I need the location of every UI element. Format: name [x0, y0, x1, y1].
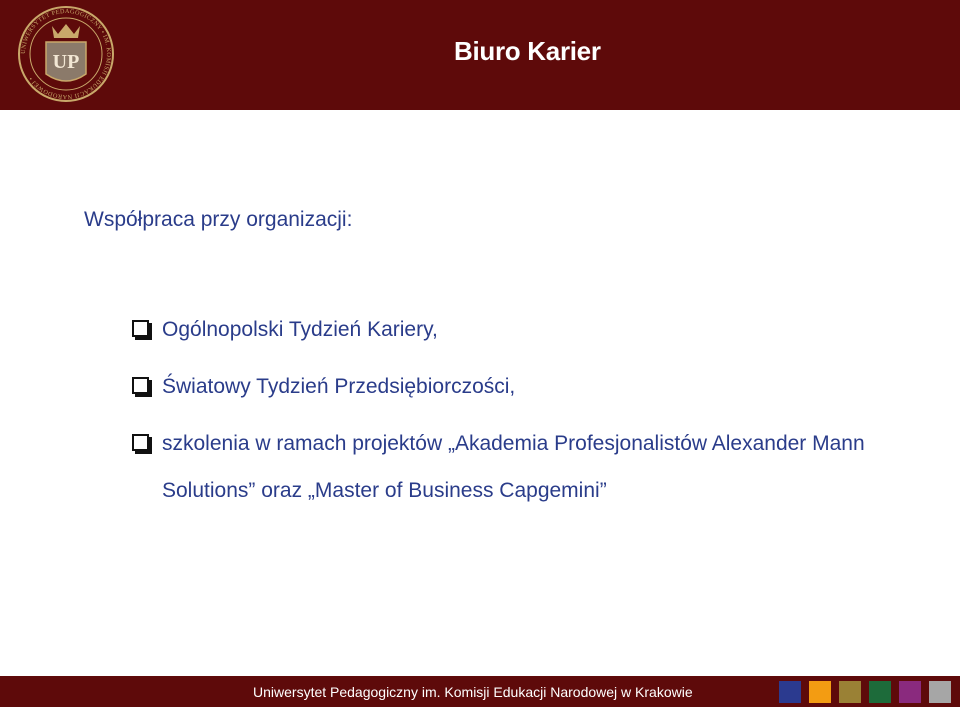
- color-swatch: [809, 681, 831, 703]
- color-swatch: [899, 681, 921, 703]
- logo-ring-text: UNIWERSYTET PEDAGOGICZNY • IM. KOMISJI EDUKACJI NARODOWEJ •: [19, 7, 113, 101]
- list-item: [132, 363, 932, 410]
- list-item-text: szkolenia w ramach projektów „Akademia Profesjonalistów Alexander Mann Solutions” oraz „Master of Business Capgemini”: [162, 432, 865, 502]
- intro-text: Współpraca przy organizacji:: [84, 208, 353, 231]
- color-swatch: [869, 681, 891, 703]
- footer-bar: [0, 676, 960, 707]
- color-swatch: [839, 681, 861, 703]
- bullet-list: [132, 306, 932, 514]
- list-item-text: Ogólnopolski Tydzień Kariery,: [162, 318, 438, 341]
- crown-icon: [52, 24, 80, 38]
- checkbox-bullet-icon: [132, 320, 149, 337]
- list-item: [132, 420, 932, 514]
- list-item: [132, 306, 932, 353]
- page-title: Biuro Karier: [454, 36, 601, 66]
- university-logo: [12, 4, 120, 104]
- list-item-text: Światowy Tydzień Przedsiębiorczości,: [162, 375, 516, 398]
- checkbox-bullet-icon: [132, 377, 149, 394]
- color-swatch: [779, 681, 801, 703]
- header-bar: [0, 0, 960, 110]
- color-swatch: [929, 681, 951, 703]
- logo-monogram: UP: [52, 51, 80, 73]
- footer-text: Uniwersytet Pedagogiczny im. Komisji Edukacji Narodowej w Krakowie: [253, 684, 693, 700]
- checkbox-bullet-icon: [132, 434, 149, 451]
